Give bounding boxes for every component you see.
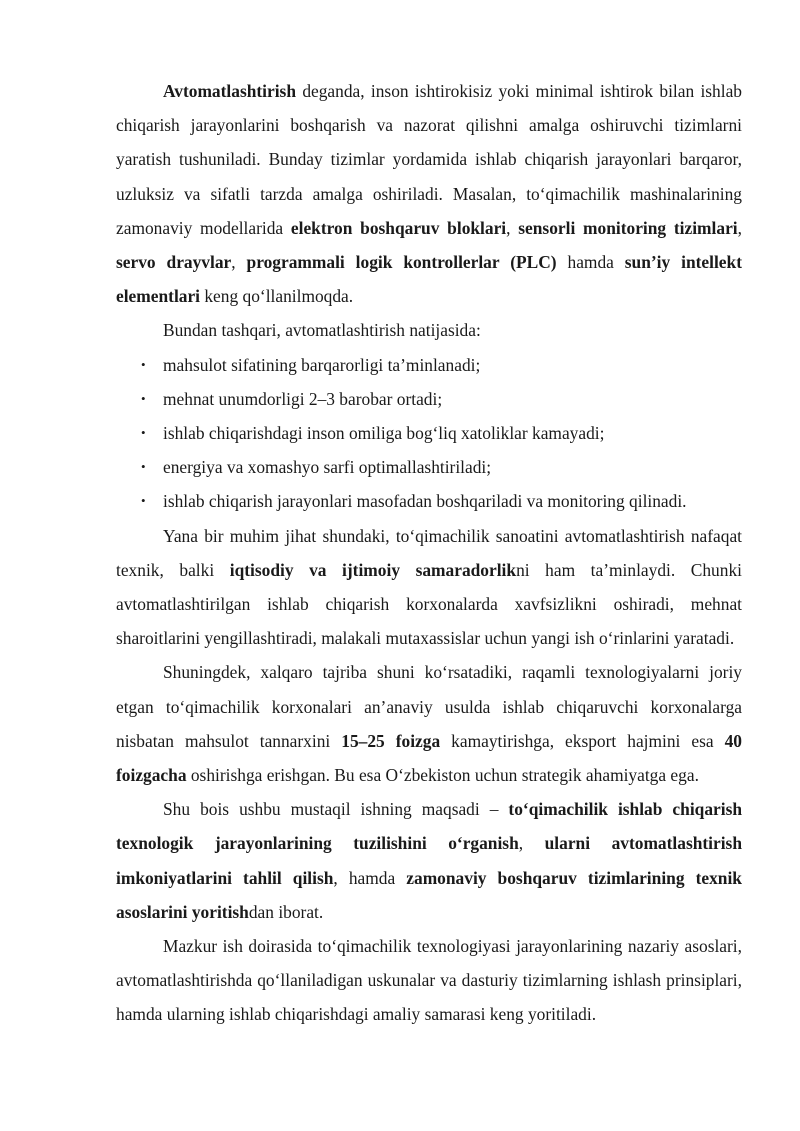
paragraph-scope — [116, 929, 742, 1032]
text-run: , hamda — [333, 867, 407, 888]
bold-term: 40 foizgacha — [116, 730, 742, 786]
list-item-text: mahsulot sifatining barqarorligi ta’minlanadi; — [163, 354, 481, 375]
bold-term: sensorli monitoring tizimlari — [518, 217, 738, 238]
list-item-text: ishlab chiqarish jarayonlari masofadan boshqariladi va monitoring qilinadi. — [163, 491, 687, 512]
text-run: Shu bois ushbu mustaqil ishning maqsadi – — [163, 799, 509, 820]
list-item — [141, 382, 742, 416]
intro-section — [116, 74, 742, 1032]
text-run: , — [231, 252, 247, 273]
list-item-text: energiya va xomashyo sarfi optimallashtiriladi; — [163, 457, 492, 478]
text-run: Shuningdek, xalqaro tajriba shuni ko‘rsatadiki, raqamli texnologiyalarni joriy etgan to‘qimachilik korxonalari an’anaviy usulda ishlab chiqaruvchi korxonalarga nisbatan mahsulot tannarxini — [116, 662, 742, 751]
list-item — [141, 416, 742, 450]
list-intro: Bundan tashqari, avtomatlashtirish natijasida: — [163, 320, 481, 341]
benefits-list — [116, 348, 742, 519]
list-item — [141, 484, 742, 518]
paragraph-international-experience — [116, 655, 742, 792]
bold-term: to‘qimachilik ishlab chiqarish texnologik jarayonlarining tuzilishini o‘rganish — [116, 799, 743, 854]
text-run: dan iborat. — [248, 901, 324, 922]
bold-term: iqtisodiy va ijtimoiy samaradorlik — [229, 559, 517, 580]
bold-term: zamonaviy boshqaruv tizimlarining texnik asoslarini yoritish — [116, 867, 742, 922]
paragraph-goal — [116, 792, 742, 929]
text-run: kamaytirishga, eksport hajmini esa — [440, 730, 725, 751]
text-run: deganda, inson ishtirokisiz yoki minimal ishtirok bilan ishlab chiqarish jarayonlarini boshqarish va nazorat qilishni amalga oshiruvchi tizimlarni yaratish tushuniladi. Bunday tizimlar yordamida ishlab chiqarish jarayonlari barqaror, uzluksiz va sifatli tarzda amalga oshiriladi. Masalan, to‘qimachilik mashinalarining zamonaviy modellarida — [116, 81, 742, 238]
list-item-text: mehnat unumdorligi 2–3 barobar ortadi; — [163, 388, 443, 409]
bullet-icon: • — [141, 356, 146, 372]
text-run: keng qo‘llanilmoqda. — [200, 286, 354, 307]
bold-term: 15–25 foizga — [341, 730, 441, 751]
text-run: Mazkur ish doirasida to‘qimachilik texnologiyasi jarayonlarining nazariy asoslari, avtomatlashtirishda qo‘llaniladigan uskunalar va dasturiy tizimlarning ishlash prinsiplari, hamda ularning ishlab chiqarishdagi amaliy samarasi keng yoritiladi. — [116, 936, 742, 1025]
text-run: hamda — [556, 252, 625, 273]
text-run: , — [506, 217, 519, 238]
list-item — [141, 450, 742, 484]
bold-term: ularni avtomatlashtirish imkoniyatlarini tahlil qilish — [116, 833, 742, 888]
paragraph-automation-definition — [116, 74, 742, 313]
bold-term: programmali logik kontrollerlar (PLC) — [246, 252, 557, 273]
bullet-icon: • — [141, 493, 146, 509]
bold-term: servo drayvlar — [116, 252, 232, 273]
bullet-icon: • — [141, 425, 146, 441]
bold-term: sun’iy intellekt elementlari — [116, 252, 742, 307]
text-run: , — [737, 217, 742, 238]
text-run: oshirishga erishgan. Bu esa O‘zbekiston uchun strategik ahamiyatga ega. — [186, 765, 699, 786]
list-item — [141, 348, 742, 382]
text-run: Yana bir muhim jihat shundaki, to‘qimachilik sanoatini avtomatlashtirish nafaqat texnik, balki — [116, 525, 742, 580]
text-run: ni ham ta’minlaydi. Chunki avtomatlashtirilgan ishlab chiqarish korxonalarda xavfsizlikni oshiradi, mehnat sharoitlarini yengillashtiradi, malakali mutaxassislar uchun yangi ish o‘rinlarini yaratadi. — [116, 559, 742, 649]
bullet-icon: • — [141, 390, 146, 406]
bold-term: elektron boshqaruv bloklari — [290, 217, 507, 238]
list-item-text: ishlab chiqarishdagi inson omiliga bog‘liq xatoliklar kamayadi; — [163, 423, 605, 444]
paragraph-economic-impact — [116, 519, 742, 656]
bullet-icon: • — [141, 459, 146, 475]
bold-term: Avtomatlashtirish — [163, 81, 297, 101]
text-run: , — [518, 833, 545, 854]
